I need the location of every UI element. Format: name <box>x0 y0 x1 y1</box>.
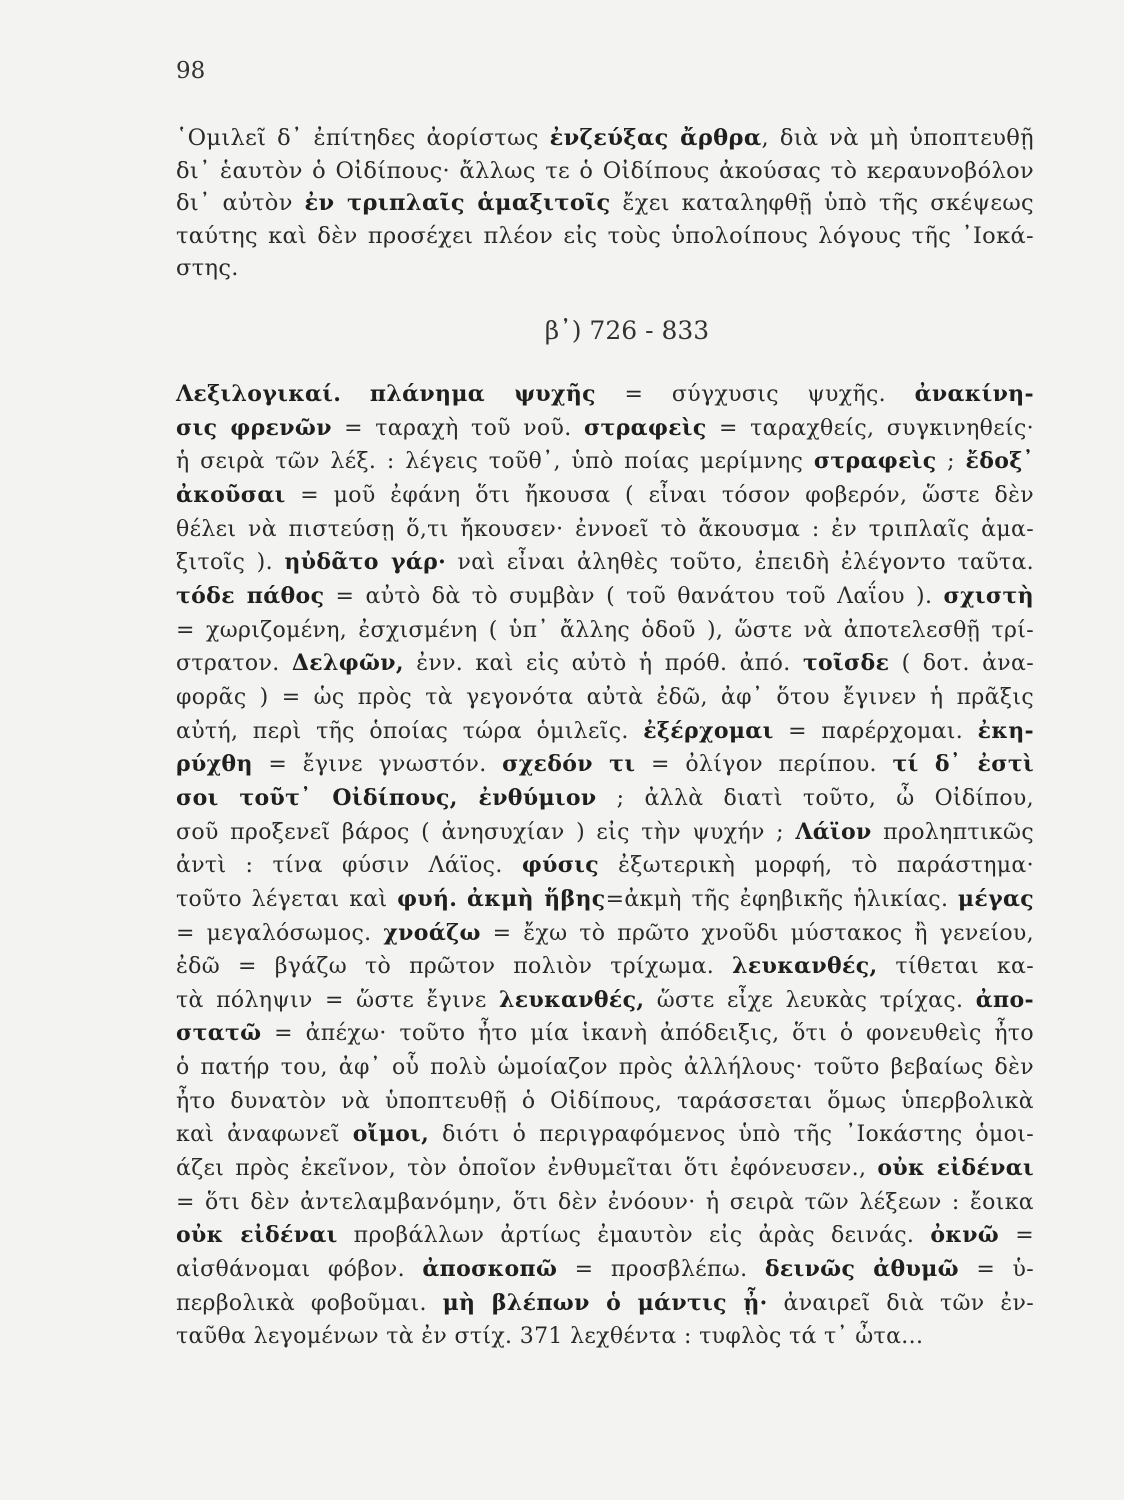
bold-term: σχεδόν τι <box>502 751 636 778</box>
bold-term: οὐκ εἰδέναι <box>176 1222 338 1249</box>
glossary-line: άζει πρὸς ἐκεῖνον, τὸν ὁποῖον ἐνθυμεῖται ὅτι ἐφόνευσεν., οὐκ εἰδέναι <box>176 1155 1034 1182</box>
bold-term: στατῶ <box>176 1020 262 1047</box>
bold-term: ἀκοῦσαι <box>176 481 286 508</box>
glossary-line: στρατον. Δελφῶν, ἐνν. καὶ εἰς αὐτὸ ἡ πρόθ. ἀπό. τοῖσδε ( δοτ. ἀνα- <box>176 650 1035 677</box>
bold-term: φύσις <box>521 852 600 879</box>
glossary-line: ξιτοῖς ). ηὐδᾶτο γάρ· ναὶ εἶναι ἀληθὲς τοῦτο, ἐπειδὴ ἐλέγοντο ταῦτα. <box>176 549 1035 576</box>
glossary-line: θέλει νὰ πιστεύσῃ ὅ,τι ἤκουσεν· ἐννοεῖ τὸ ἄκουσμα : ἐν τριπλαῖς ἁμα- <box>176 516 1034 542</box>
glossary-line: στατῶ = ἀπέχω· τοῦτο ἦτο μία ἱκανὴ ἀπόδειξις, ὅτι ὁ φονευθεὶς ἦτο <box>176 1020 1034 1047</box>
glossary-line: τόδε πάθος = αὐτὸ δὰ τὸ συμβὰν ( τοῦ θανάτου τοῦ Λαΐου ). σχιστὴ <box>176 582 1034 609</box>
bold-term: ἐξέρχομαι <box>643 717 774 744</box>
glossary-line: ρύχθη = ἔγινε γνωστόν. σχεδόν τι = ὀλίγον περίπου. τί δ᾽ ἐστὶ <box>176 751 1034 778</box>
bold-term: οὐκ εἰδέναι <box>877 1155 1034 1182</box>
bold-term: τί δ᾽ ἐστὶ <box>892 751 1034 778</box>
bold-term: ἐκη- <box>977 717 1035 744</box>
bold-term: πλάνημα ψυχῆς <box>369 381 596 407</box>
intro-line: ταύτης καὶ δὲν προσέχει πλέον εἰς τοὺς ὑπολοίπους λόγους τῆς ᾽Ιοκά- <box>176 222 1034 249</box>
glossary-line: Λεξιλογικαί. πλάνημα ψυχῆς = σύγχυσις ψυχῆς. ἀνακίνη- <box>176 381 1035 407</box>
bold-term: δεινῶς ἀθυμῶ <box>764 1256 959 1283</box>
bold-term: σις φρενῶν <box>176 414 332 441</box>
bold-term: λευκανθές, <box>498 986 645 1013</box>
bold-term: λευκανθές, <box>732 953 878 980</box>
bold-term: στραφεὶς <box>583 414 707 441</box>
glossary-line: ἡ σειρὰ τῶν λέξ. : λέγεις τοῦθ᾽, ὑπὸ ποίας μερίμνης στραφεὶς ; ἔδοξ᾽ <box>176 448 1035 475</box>
glossary-line: αἰσθάνομαι φόβον. ἀποσκοπῶ = προσβλέπω. δεινῶς ἀθυμῶ = ὑ- <box>176 1256 1035 1283</box>
bold-term: ἀπο- <box>975 986 1034 1013</box>
intro-line: δι᾽ ἑαυτὸν ὁ Οἰδίπους· ἄλλως τε ὁ Οἰδίπους ἀκούσας τὸ κεραυνοβόλον <box>176 157 1034 184</box>
glossary-line: σοι τοῦτ᾽ Οἰδίπους, ἐνθύμιον ; ἀλλὰ διατὶ τοῦτο, ὦ Οἰδίπου, <box>176 784 1034 811</box>
intro-line: δι᾽ αὐτὸν ἐν τριπλαῖς ἁμαξιτοῖς ἔχει καταληφθῇ ὑπὸ τῆς σκέψεως <box>176 190 1034 217</box>
bold-term: τοῖσδε <box>802 650 890 677</box>
bold-term: χνοάζω <box>383 919 481 946</box>
bold-term: στραφεὶς <box>813 448 937 475</box>
glossary-line: ὁ πατήρ του, ἀφ᾽ οὗ πολὺ ὡμοίαζον πρὸς ἀλλήλους· τοῦτο βεβαίως δὲν <box>176 1055 1034 1081</box>
bold-term: ἀκμὴ ἥβης <box>466 885 606 912</box>
bold-term: σχιστὴ <box>943 582 1034 609</box>
intro-paragraph <box>176 122 1034 285</box>
bold-term: μέγας <box>957 885 1034 912</box>
bold-term: ἔδοξ᾽ <box>965 448 1035 475</box>
intro-line: ῾Ομιλεῖ δ᾽ ἐπίτηδες ἀορίστως ἐνζεύξας ἄρθρα, διὰ νὰ μὴ ὑποπτευθῇ <box>176 125 1034 151</box>
bold-term: ἀποσκοπῶ <box>422 1256 558 1283</box>
bold-term: τόδε πάθος <box>176 582 325 609</box>
glossary-paragraph <box>176 378 1034 1354</box>
bold-term: ρύχθη <box>176 751 253 778</box>
intro-line: στης. <box>176 255 239 282</box>
glossary-line: σις φρενῶν = ταραχὴ τοῦ νοῦ. στραφεὶς = ταραχθείς, συγκινηθείς· <box>176 414 1034 441</box>
glossary-line: = ὅτι δὲν ἀντελαμβανόμην, ὅτι δὲν ἐνόουν· ἡ σειρὰ τῶν λέξεων : ἔοικα <box>176 1189 1034 1215</box>
bold-term: Λεξιλογικαί. <box>176 381 342 407</box>
bold-term: Λάϊον <box>795 818 872 845</box>
glossary-line: ἐδῶ = βγάζω τὸ πρῶτον πολιὸν τρίχωμα. λευκανθές, τίθεται κα- <box>176 953 1035 980</box>
bold-term: σοι τοῦτ᾽ Οἰδίπους, ἐνθύμιον <box>176 784 597 811</box>
glossary-line: = χωριζομένη, ἐσχισμένη ( ὑπ᾽ ἄλλης ὁδοῦ ), ὥστε νὰ ἀποτελεσθῇ τρί- <box>176 617 1034 643</box>
bold-term: ἀνακίνη- <box>914 381 1035 407</box>
bold-term: ἐνζεύξας ἄρθρα <box>549 125 762 151</box>
bold-term: μὴ βλέπων ὁ μάντις ᾖ· <box>442 1289 768 1316</box>
bold-term: Δελφῶν, <box>291 650 404 677</box>
bold-term: ὀκνῶ <box>930 1222 1000 1249</box>
bold-term: ἐν τριπλαῖς ἁμαξιτοῖς <box>304 190 611 217</box>
glossary-line: περβολικὰ φοβοῦμαι. μὴ βλέπων ὁ μάντις ᾖ· ἀναιρεῖ διὰ τῶν ἐν- <box>176 1289 1034 1316</box>
page-number: 98 <box>176 58 206 84</box>
section-heading: β᾽) 726 - 833 <box>544 316 710 345</box>
glossary-line: οὐκ εἰδέναι προβάλλων ἀρτίως ἐμαυτὸν εἰς ἀρὰς δεινάς. ὀκνῶ = <box>176 1222 1034 1249</box>
glossary-line: καὶ ἀναφωνεῖ οἴμοι, διότι ὁ περιγραφόμενος ὑπὸ τῆς ᾽Ιοκάστης ὁμοι- <box>176 1121 1035 1148</box>
bold-term: οἴμοι, <box>352 1121 430 1148</box>
glossary-line: σοῦ προξενεῖ βάρος ( ἀνησυχίαν ) εἰς τὴν ψυχήν ; Λάϊον προληπτικῶς <box>176 818 1034 845</box>
bold-term: ηὐδᾶτο γάρ· <box>284 549 447 576</box>
glossary-line: ταῦθα λεγομένων τὰ ἐν στίχ. 371 λεχθέντα : τυφλὸς τά τ᾽ ὦτα... <box>176 1324 924 1350</box>
glossary-line: φορᾶς ) = ὡς πρὸς τὰ γεγονότα αὐτὰ ἐδῶ, ἀφ᾽ ὅτου ἔγινεν ἡ πρᾶξις <box>176 684 1034 710</box>
glossary-line: ἀντὶ : τίνα φύσιν Λάϊος. φύσις ἐξωτερικὴ μορφή, τὸ παράστημα· <box>176 852 1034 879</box>
glossary-line: ἀκοῦσαι = μοῦ ἐφάνη ὅτι ἤκουσα ( εἶναι τόσον φοβερόν, ὥστε δὲν <box>176 481 1034 508</box>
glossary-line: = μεγαλόσωμος. χνοάζω = ἔχω τὸ πρῶτο χνοῦδι μύστακος ἢ γενείου, <box>176 919 1034 946</box>
glossary-line: αὐτή, περὶ τῆς ὁποίας τώρα ὁμιλεῖς. ἐξέρχομαι = παρέρχομαι. ἐκη- <box>176 717 1035 744</box>
glossary-line: ἦτο δυνατὸν νὰ ὑποπτευθῇ ὁ Οἰδίπους, ταράσσεται ὅμως ὑπερβολικὰ <box>176 1088 1034 1114</box>
bold-term: φυή. <box>397 885 458 912</box>
glossary-line: τοῦτο λέγεται καὶ φυή. ἀκμὴ ἥβης=ἀκμὴ τῆς ἐφηβικῆς ἡλικίας. μέγας <box>176 885 1034 912</box>
glossary-line: τὰ πόληψιν = ὥστε ἔγινε λευκανθές, ὥστε εἶχε λευκὰς τρίχας. ἀπο- <box>176 986 1034 1013</box>
